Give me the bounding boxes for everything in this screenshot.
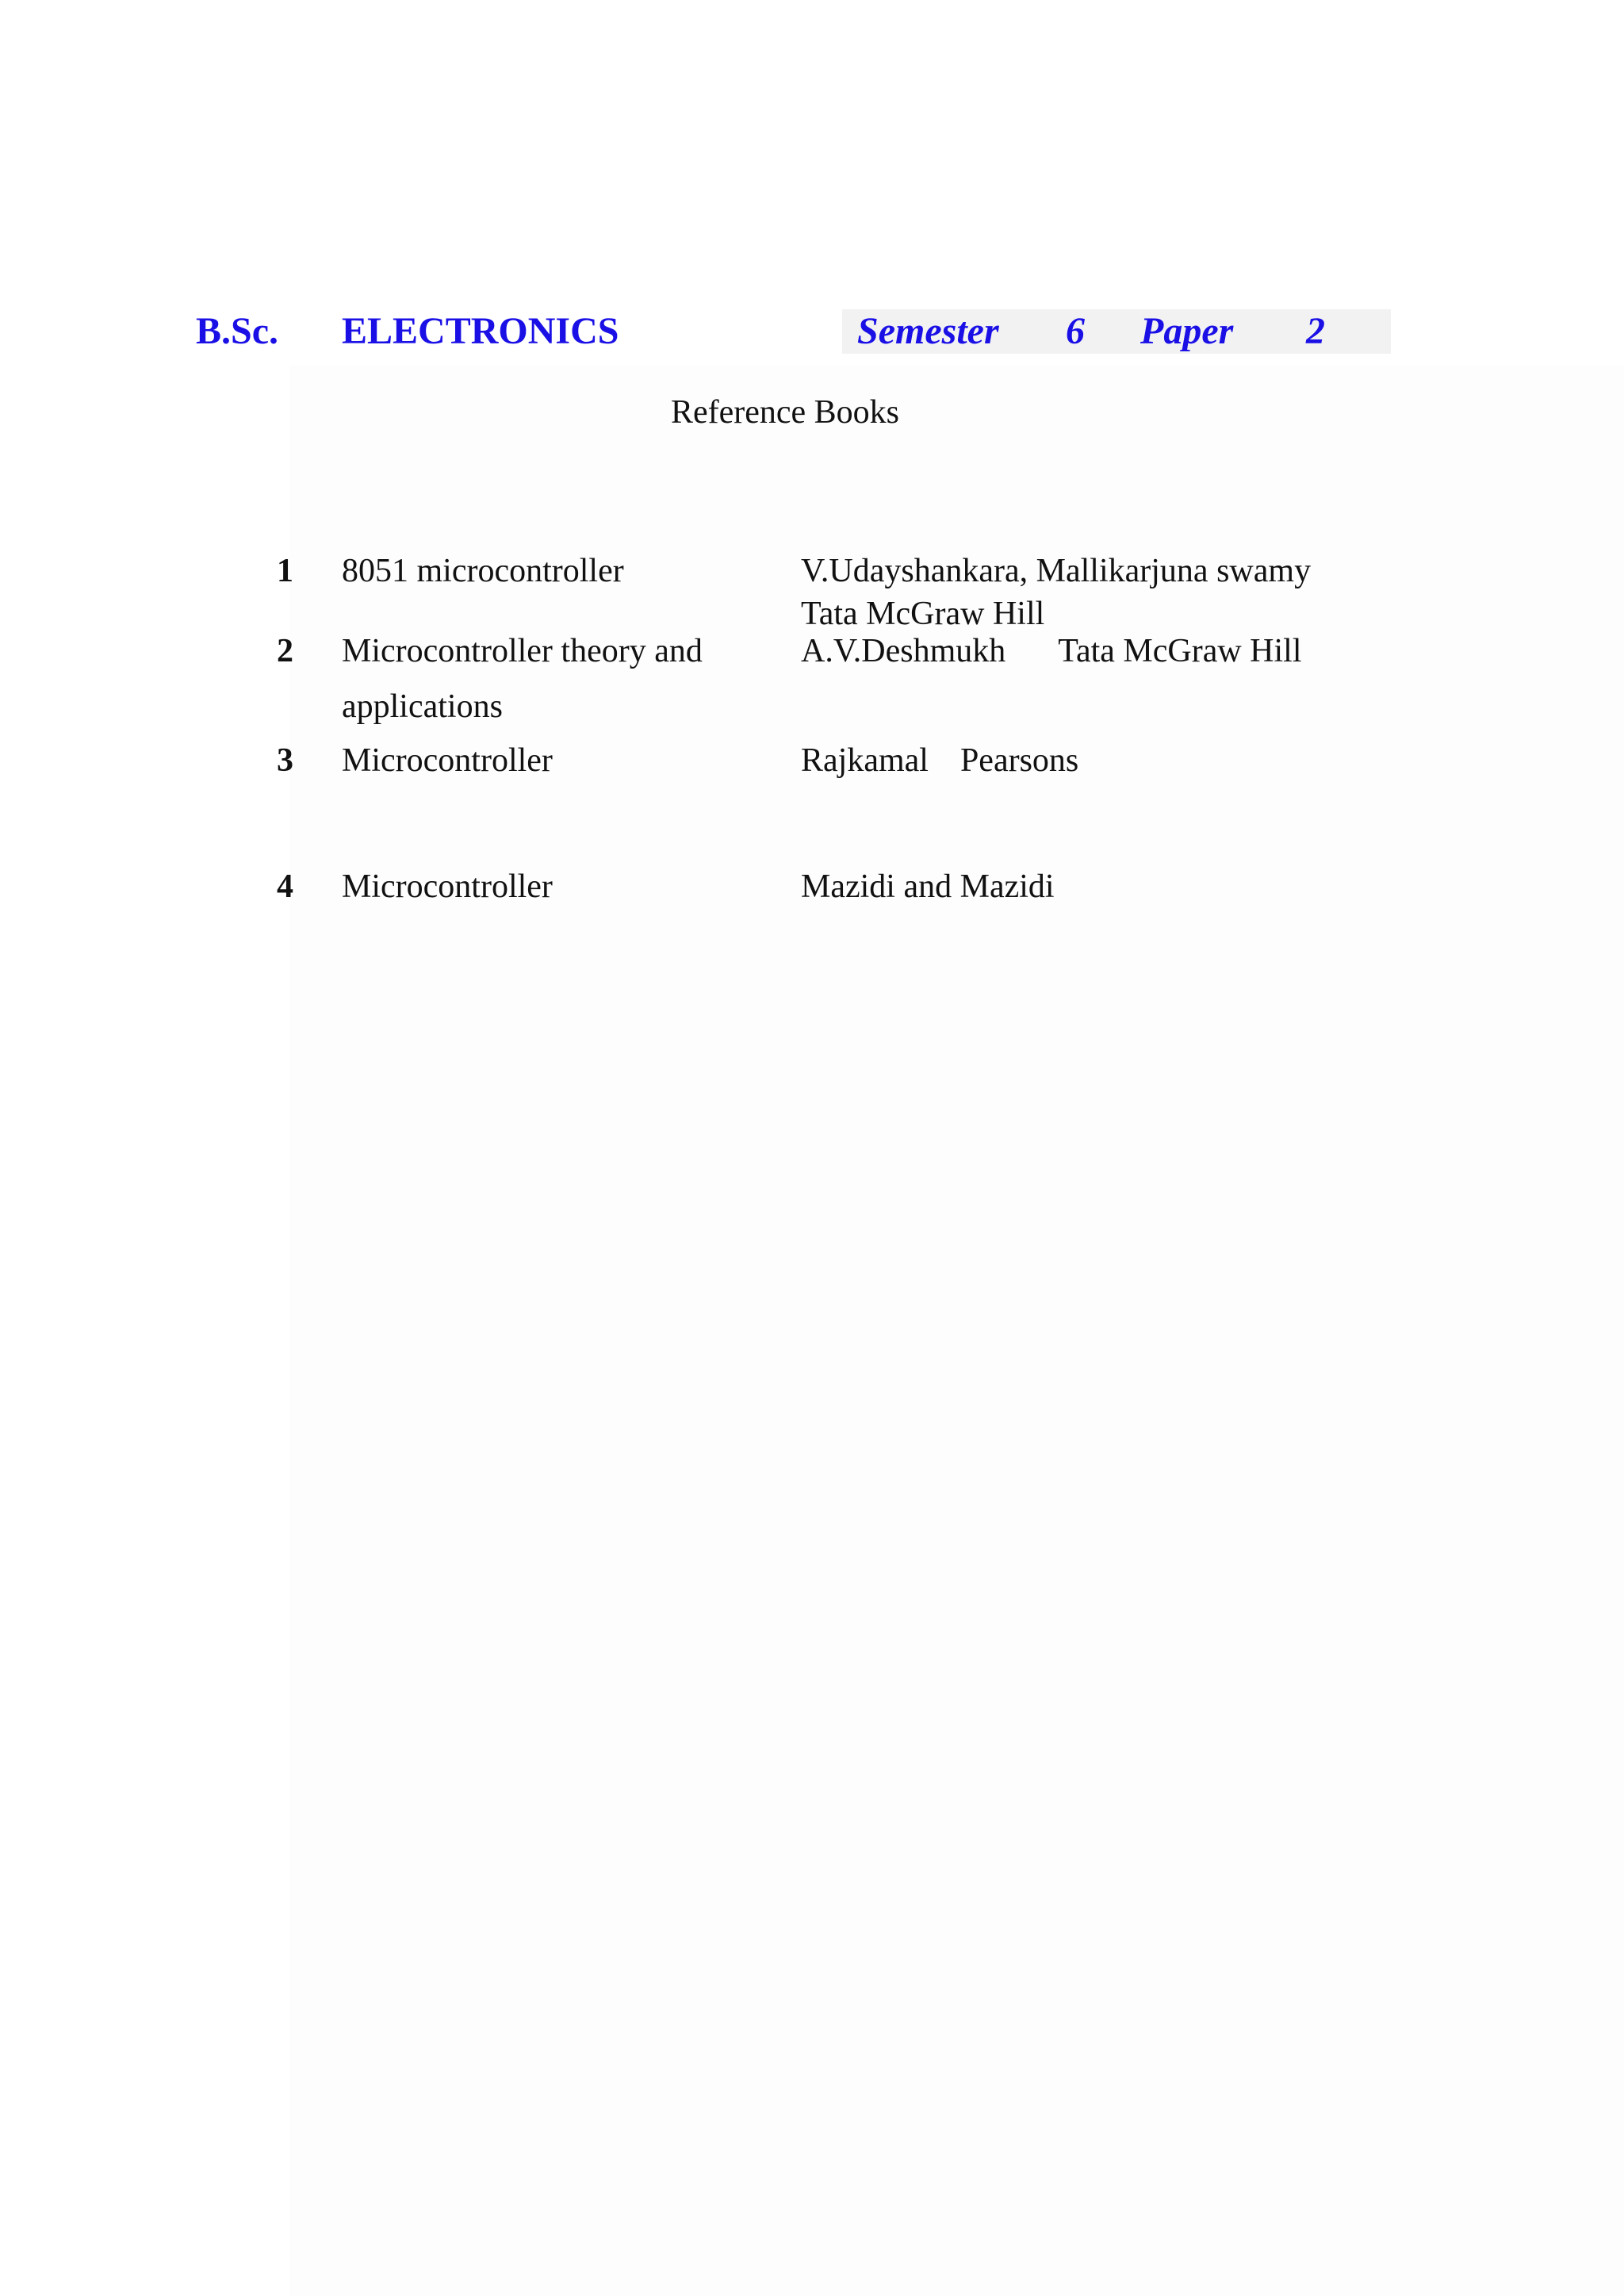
semester-value: 6 — [1066, 310, 1085, 352]
book-author-cell — [801, 739, 1404, 782]
book-number: 3 — [277, 742, 293, 779]
section-title: Reference Books — [670, 394, 900, 431]
book-title: Microcontroller theory and applications — [342, 633, 703, 725]
paper-value: 2 — [1306, 310, 1325, 352]
book-author: A.V.Deshmukh — [801, 633, 1006, 669]
book-author-cell — [801, 630, 1404, 673]
book-author: V.Udayshankara, Mallikarjuna swamy — [801, 553, 1312, 589]
book-author-cell — [801, 865, 1404, 908]
book-author-cell — [801, 550, 1404, 635]
book-number: 2 — [277, 633, 293, 669]
degree-label: B.Sc. — [196, 310, 279, 352]
book-author: Rajkamal — [801, 742, 929, 779]
course-header — [0, 308, 1624, 363]
book-title: Microcontroller — [342, 868, 553, 905]
book-publisher: Pearsons — [959, 742, 1079, 779]
book-number: 4 — [277, 868, 293, 905]
book-title: Microcontroller — [342, 742, 553, 779]
semester-label: Semester — [857, 310, 999, 352]
paper-label: Paper — [1140, 310, 1234, 352]
subject-label: ELECTRONICS — [342, 310, 619, 352]
book-author: Mazidi and Mazidi — [801, 868, 1055, 905]
book-title: 8051 microcontroller — [342, 553, 624, 589]
book-publisher: Tata McGraw Hill — [801, 596, 1045, 632]
book-number: 1 — [277, 553, 293, 589]
book-publisher: Tata McGraw Hill — [1058, 633, 1302, 669]
